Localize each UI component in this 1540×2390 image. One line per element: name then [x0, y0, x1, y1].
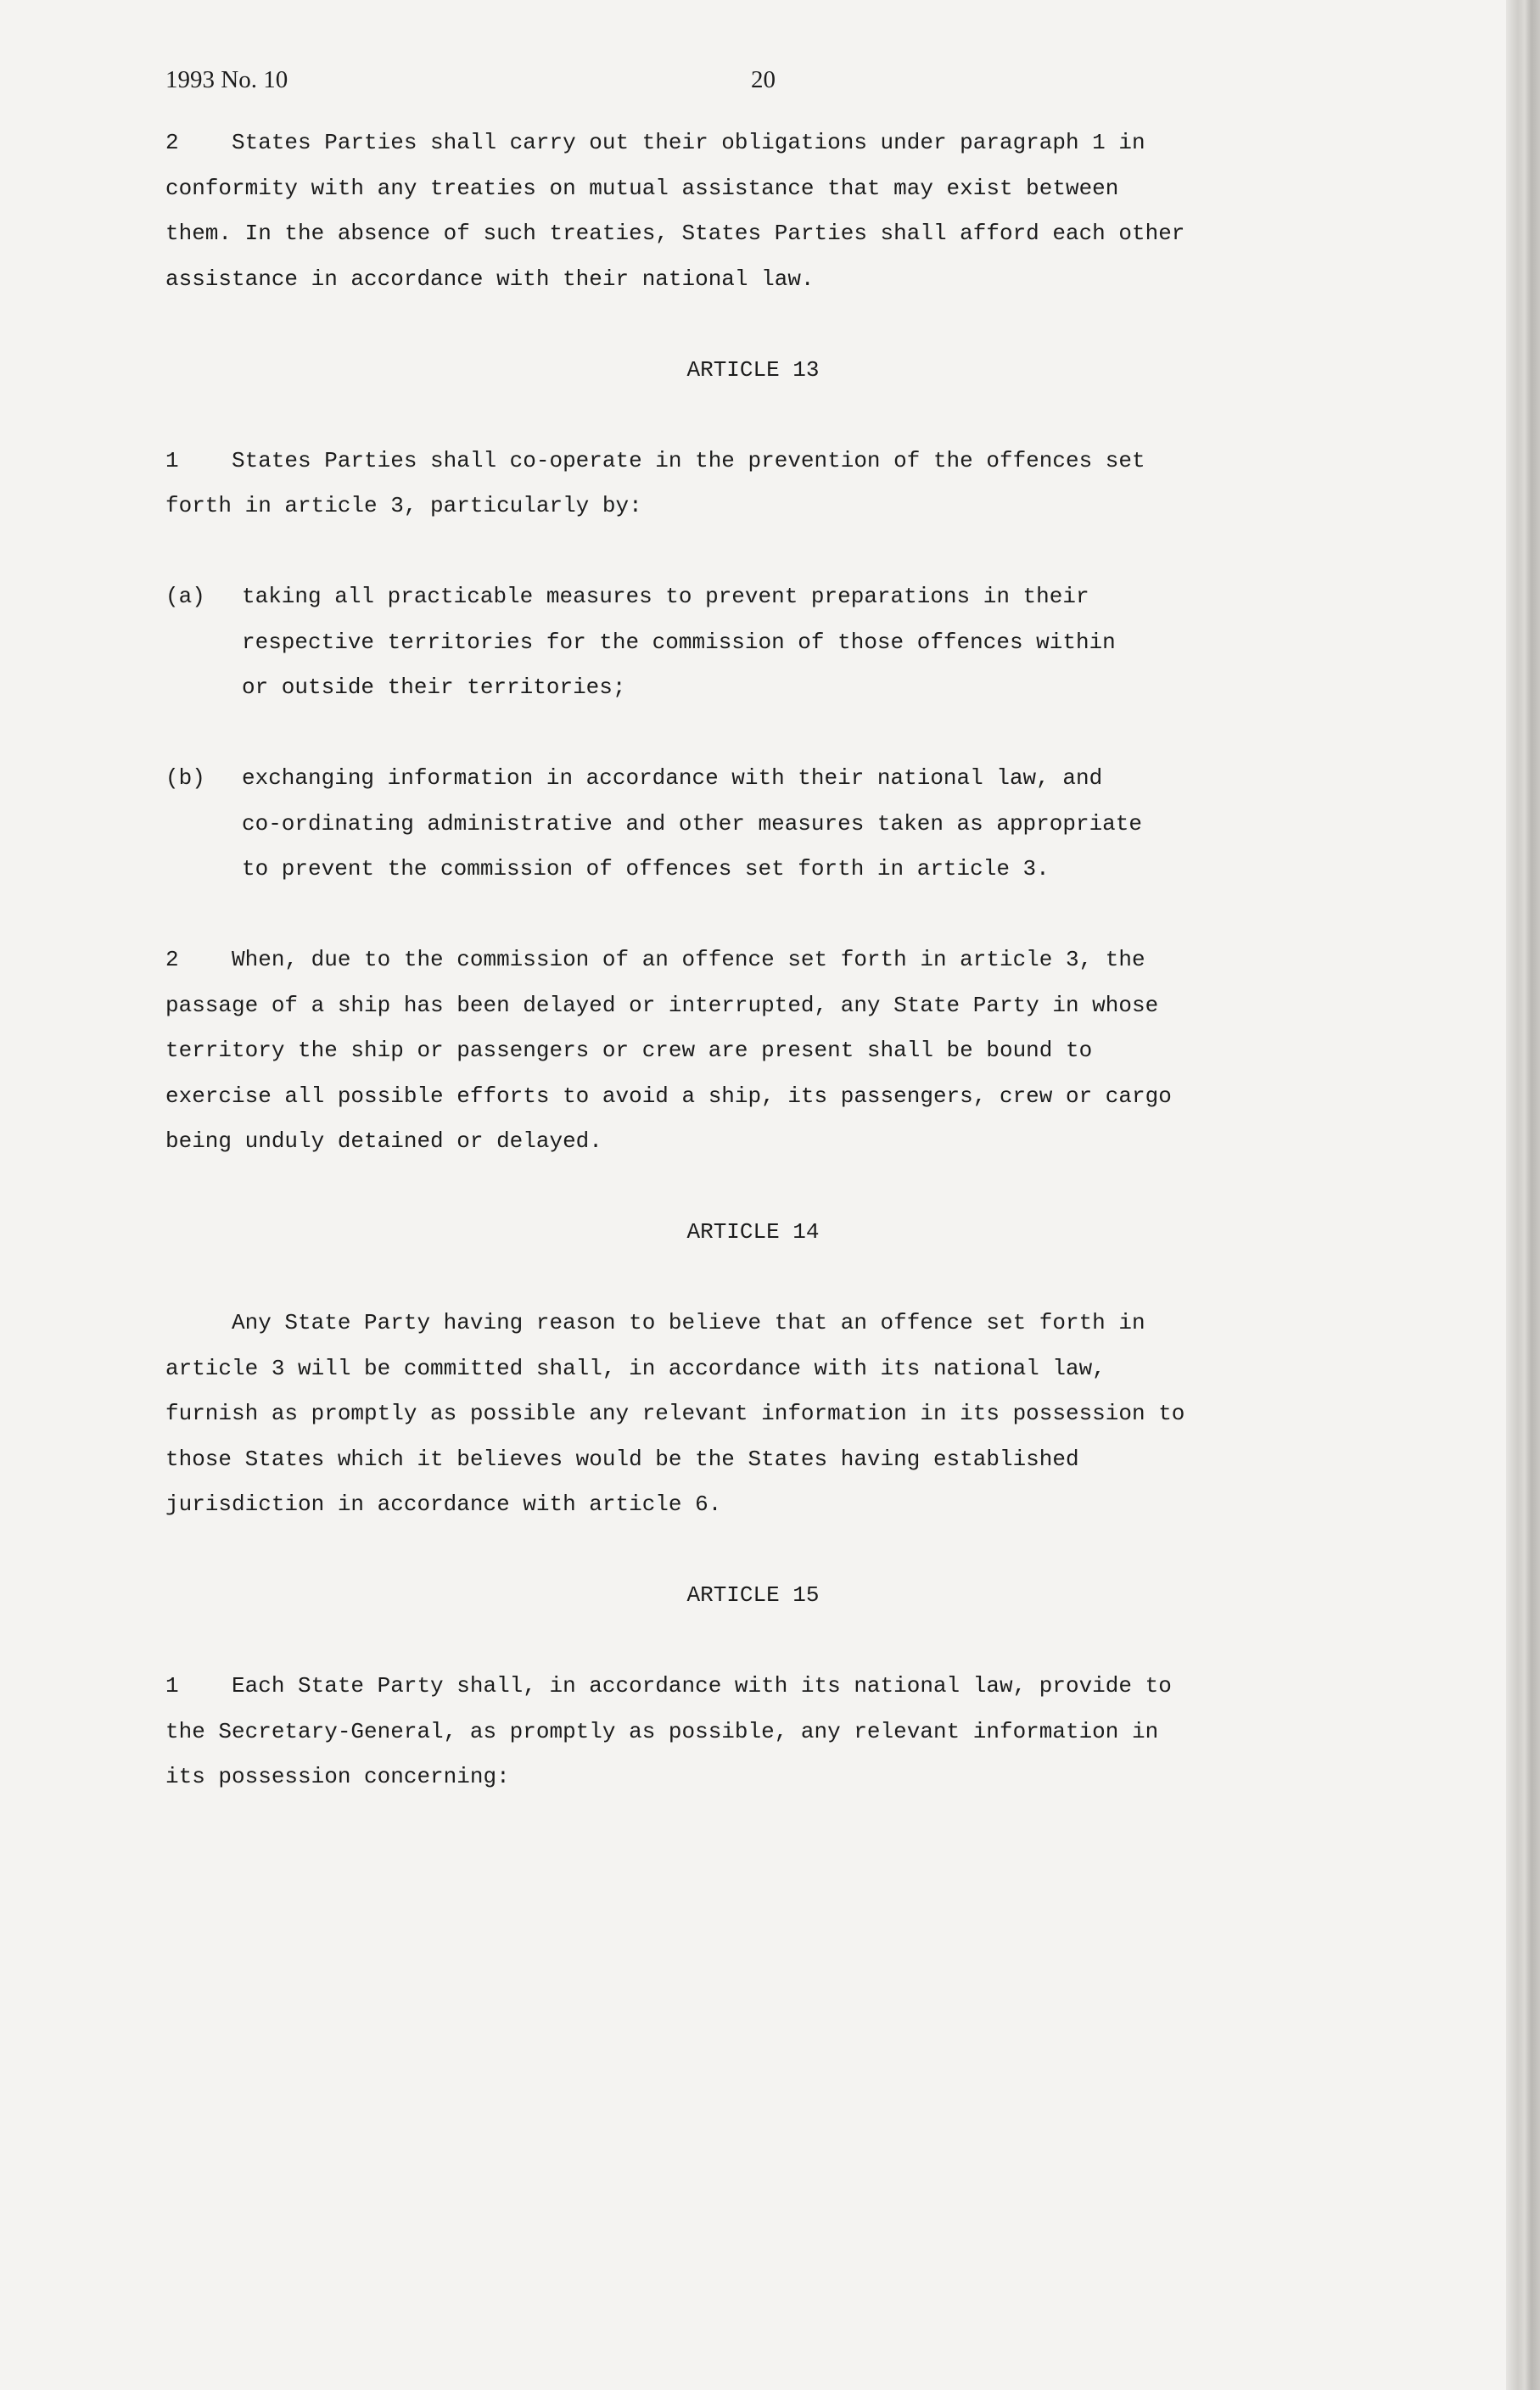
item-label: (a)	[165, 584, 205, 609]
article-13-heading: ARTICLE 13	[686, 356, 820, 383]
text-line: exchanging information in accordance with their national law, and	[242, 765, 1103, 791]
article-14-paragraph	[165, 1301, 1370, 1528]
text-line: to prevent the commission of offences set forth in article 3.	[242, 856, 1050, 882]
text-line: 2 When, due to the commission of an offence set forth in article 3, the	[165, 947, 1145, 972]
item-label: (b)	[165, 765, 205, 791]
text-line: article 3 will be committed shall, in accordance with its national law,	[165, 1355, 1106, 1381]
text-line: 1 Each State Party shall, in accordance with its national law, provide to	[165, 1673, 1172, 1699]
text-line: conformity with any treaties on mutual assistance that may exist between	[165, 175, 1119, 201]
article-13-item-a	[165, 574, 1370, 711]
text-line: its possession concerning:	[165, 1764, 510, 1789]
article-13-paragraph-2	[165, 938, 1370, 1165]
article-14-heading: ARTICLE 14	[686, 1219, 820, 1245]
page-header	[165, 66, 1421, 100]
text-line: being unduly detained or delayed.	[165, 1128, 602, 1154]
text-line: them. In the absence of such treaties, States Parties shall afford each other	[165, 221, 1185, 246]
issue-number: 1993 No. 10	[165, 66, 288, 93]
page-binding-edge	[1506, 0, 1540, 2390]
text-line: furnish as promptly as possible any relevant information in its possession to	[165, 1401, 1185, 1426]
article-15-heading: ARTICLE 15	[686, 1582, 820, 1608]
text-line: forth in article 3, particularly by:	[165, 493, 642, 518]
article-13-paragraph-1	[165, 439, 1370, 529]
text-line: jurisdiction in accordance with article 6.	[165, 1492, 722, 1517]
text-line: those States which it believes would be the States having established	[165, 1446, 1079, 1472]
text-line: or outside their territories;	[242, 674, 626, 700]
text-line: taking all practicable measures to prevent preparations in their	[242, 584, 1089, 609]
article-12-paragraph-2	[165, 120, 1370, 302]
page-number: 20	[751, 66, 776, 93]
text-line: the Secretary-General, as promptly as possible, any relevant information in	[165, 1718, 1159, 1744]
text-line: Any State Party having reason to believe that an offence set forth in	[165, 1310, 1145, 1335]
article-13-item-b	[165, 756, 1370, 893]
text-line: exercise all possible efforts to avoid a ship, its passengers, crew or cargo	[165, 1083, 1172, 1109]
text-line: respective territories for the commission of those offences within	[242, 629, 1116, 655]
text-line: co-ordinating administrative and other measures taken as appropriate	[242, 810, 1142, 837]
text-line: territory the ship or passengers or crew are present shall be bound to	[165, 1038, 1093, 1063]
text-line: passage of a ship has been delayed or interrupted, any State Party in whose	[165, 992, 1159, 1018]
text-line: 1 States Parties shall co-operate in the prevention of the offences set	[165, 447, 1145, 473]
article-15-paragraph-1	[165, 1664, 1370, 1800]
text-line: 2 States Parties shall carry out their obligations under paragraph 1 in	[165, 130, 1145, 155]
document-body	[165, 120, 1370, 1800]
text-line: assistance in accordance with their national law.	[165, 266, 815, 292]
